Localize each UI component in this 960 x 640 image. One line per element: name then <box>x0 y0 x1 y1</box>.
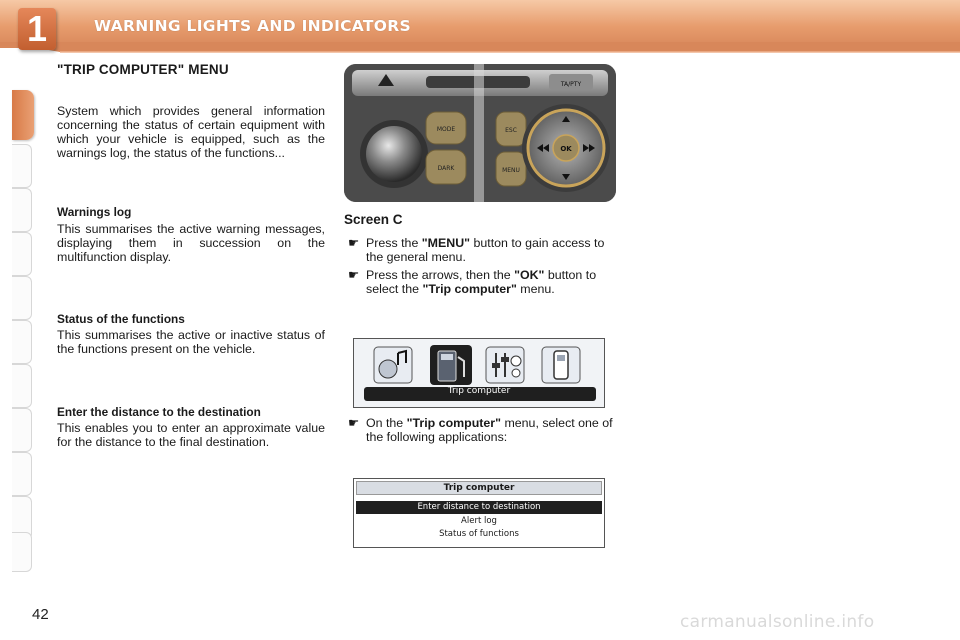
telephone-icon <box>542 347 580 383</box>
audio-icon <box>374 347 412 383</box>
chapter-tab[interactable] <box>12 144 32 188</box>
chapter-title: WARNING LIGHTS AND INDICATORS <box>94 17 411 35</box>
chapter-tab-strip <box>12 62 34 574</box>
pointing-hand-icon: ☛ <box>348 268 360 282</box>
instruction-step-1: ☛ Press the "MENU" button to gain access to the general menu. <box>348 236 605 264</box>
instruction-step-3: ☛ On the "Trip computer" menu, select one of the following applications: <box>348 416 613 444</box>
chapter-tab[interactable] <box>12 320 32 364</box>
settings-sliders-icon <box>486 347 524 383</box>
mode-button-label: MODE <box>436 126 456 133</box>
pointing-hand-icon: ☛ <box>348 236 360 250</box>
submenu-item-selected[interactable]: Enter distance to destination <box>356 501 602 514</box>
chapter-tab[interactable] <box>12 408 32 452</box>
intro-text: System which provides general information concerning the status of certain equipment with which your vehicle is equipped, such as the warnings log, the status of the functions... <box>57 104 325 160</box>
chapter-tab-active[interactable] <box>12 90 34 140</box>
esc-button-label: ESC <box>505 127 517 134</box>
destination-text: This enables you to enter an approximate value for the distance to the final destination. <box>57 421 325 449</box>
chapter-number-badge: 1 <box>18 8 56 50</box>
watermark: carmanualsonline.info <box>680 612 875 632</box>
submenu-title: Trip computer <box>356 481 602 495</box>
chapter-tab[interactable] <box>12 276 32 320</box>
ok-button-reference: "OK" <box>514 268 545 282</box>
trip-computer-reference: "Trip computer" <box>422 282 517 296</box>
status-functions-text: This summarises the active or inactive status of the functions present on the vehicle. <box>57 328 325 356</box>
menu-button-reference: "MENU" <box>421 236 471 250</box>
chapter-tab[interactable] <box>12 364 32 408</box>
selected-menu-label: Trip computer <box>447 386 511 396</box>
multifunction-display-menu <box>353 338 605 408</box>
section-title: "TRIP COMPUTER" MENU <box>57 62 229 77</box>
submenu-item[interactable]: Alert log <box>461 516 497 526</box>
header-wave-decoration <box>0 42 960 54</box>
chapter-tab[interactable] <box>12 232 32 276</box>
console-photo <box>344 64 616 202</box>
chapter-tab[interactable] <box>12 532 32 572</box>
ok-button-label: OK <box>560 145 572 153</box>
screen-c-title: Screen C <box>344 212 403 227</box>
submenu-item[interactable]: Status of functions <box>439 529 519 539</box>
trip-computer-menu-reference: "Trip computer" <box>406 416 502 430</box>
trip-computer-icon[interactable] <box>430 345 472 385</box>
page-number: 42 <box>32 606 49 623</box>
dark-button-label: DARK <box>437 165 455 172</box>
ta-pty-button-label: TA/PTY <box>560 81 582 88</box>
console-illustration <box>344 64 616 202</box>
destination-heading: Enter the distance to the destination <box>57 405 261 419</box>
warnings-log-text: This summarises the active warning messages, displaying them in succession on the multifunction display. <box>57 222 325 264</box>
warnings-log-heading: Warnings log <box>57 205 132 219</box>
chapter-tab[interactable] <box>12 452 32 496</box>
menu-button-label: MENU <box>502 167 520 174</box>
status-functions-heading: Status of the functions <box>57 312 185 326</box>
trip-computer-submenu-display <box>353 478 605 548</box>
chapter-tab[interactable] <box>12 188 32 232</box>
instruction-step-2: ☛ Press the arrows, then the "OK" button to select the "Trip computer" menu. <box>348 268 597 296</box>
pointing-hand-icon: ☛ <box>348 416 360 430</box>
